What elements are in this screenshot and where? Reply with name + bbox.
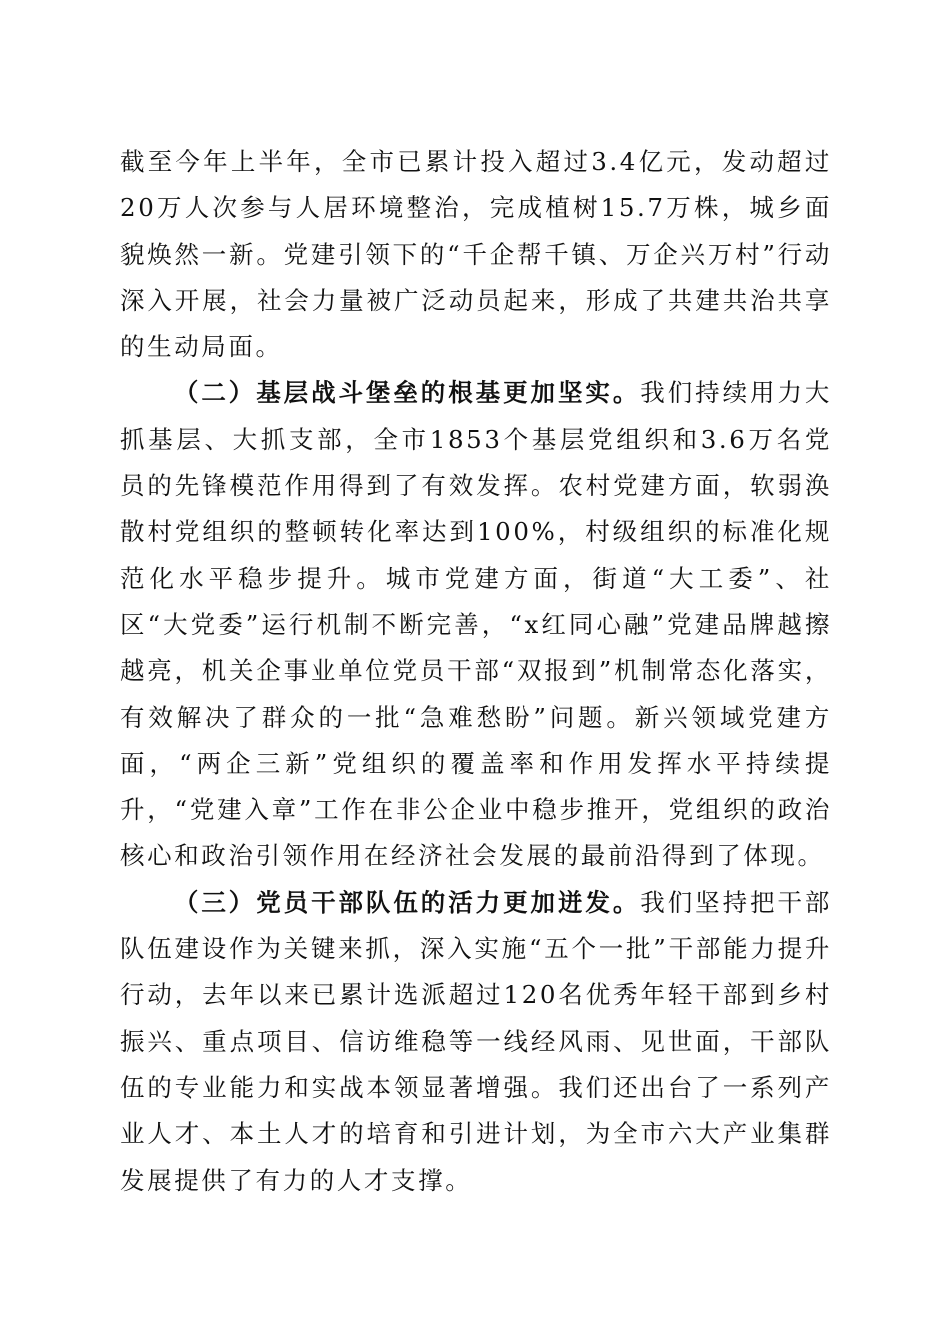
section-3-heading: （三）党员干部队伍的活力更加迸发。	[173, 887, 641, 917]
section-3-text: 我们坚持把干部队伍建设作为关键来抓，深入实施“五个一批”干部能力提升行动，去年以来已累计选派超过120名优秀年轻干部到乡村振兴、重点项目、信访维稳等一线经风雨、见世面，干部队伍的专业能力和实战本领显著增强。我们还出台了一系列产业人才、本土人才的培育和引进计划，为全市六大产业集群发展提供了有力的人才支撑。	[120, 887, 833, 1195]
document-body	[120, 139, 832, 1204]
section-2-text: 我们持续用力大抓基层、大抓支部，全市1853个基层党组织和3.6万名党员的先锋模范作用得到了有效发挥。农村党建方面，软弱涣散村党组织的整顿转化率达到100%，村级组织的标准化规范化水平稳步提升。城市党建方面，街道“大工委”、社区“大党委”运行机制不断完善，“x红同心融”党建品牌越擦越亮，机关企事业单位党员干部“双报到”机制常态化落实，有效解决了群众的一批“急难愁盼”问题。新兴领域党建方面，“两企三新”党组织的覆盖率和作用发挥水平持续提升，“党建入章”工作在非公企业中稳步推开，党组织的政治核心和政治引领作用在经济社会发展的最前沿得到了体现。	[120, 378, 833, 871]
paragraph-1-text: 截至今年上半年，全市已累计投入超过3.4亿元，发动超过20万人次参与人居环境整治，完成植树15.7万株，城乡面貌焕然一新。党建引领下的“千企帮千镇、万企兴万村”行动深入开展，社会力量被广泛动员起来，形成了共建共治共享的生动局面。	[120, 147, 832, 362]
section-2-heading: （二）基层战斗堡垒的根基更加坚实。	[173, 378, 641, 408]
paragraph-section-3	[120, 880, 832, 1204]
paragraph-section-2	[120, 370, 832, 879]
paragraph-continued	[120, 139, 832, 370]
